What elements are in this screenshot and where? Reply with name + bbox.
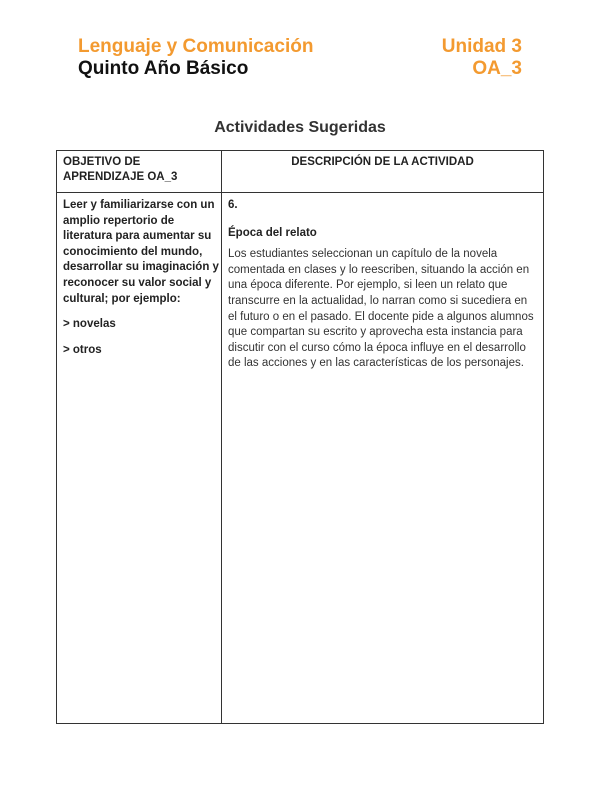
- document-header-left: [78, 36, 313, 80]
- document-header-right: [442, 36, 522, 80]
- activity-table: [56, 150, 544, 724]
- activity-number: 6.: [228, 199, 238, 211]
- oa-label: OA_3: [472, 58, 522, 79]
- grade-level: Quinto Año Básico: [78, 58, 249, 79]
- subject-title: Lenguaje y Comunicación: [78, 36, 314, 57]
- column-divider: [221, 151, 222, 723]
- objective-text: Leer y familiarizarse con un amplio repertorio de literatura para aumentar su conocimiento del mundo, desarrollar su imaginación y reconocer su valor social y cultural; por ejemplo:: [63, 199, 219, 305]
- objective-column-header: [63, 155, 213, 185]
- objective-item-otros: > otros: [63, 343, 102, 356]
- activity-description: Los estudiantes seleccionan un capítulo de la novela comentada en clases y lo reescriben, situando la acción en una época diferente. Por ejemplo, si leen un relato que transcurre en la actualidad, lo narran como si sucediera en el futuro o en el pasado. El docente pide a algunos alumnos que compartan su escrito y aprovecha esta instancia para discutir con el curso cómo la época influye en el desarrollo de las acciones y en las características de los personajes.: [228, 248, 534, 370]
- section-title: Actividades Sugeridas: [214, 119, 386, 136]
- unit-label: Unidad 3: [441, 36, 522, 57]
- objective-header-line-1: OBJETIVO DE: [63, 156, 141, 168]
- header-row-divider: [57, 192, 543, 193]
- objective-item-novelas: > novelas: [63, 318, 116, 331]
- objective-header-line-2: APRENDIZAJE OA_3: [63, 171, 178, 183]
- description-column-header: DESCRIPCIÓN DE LA ACTIVIDAD: [291, 156, 474, 168]
- activity-cell: [228, 198, 538, 372]
- activity-title: Época del relato: [228, 226, 317, 239]
- objective-cell: [63, 198, 219, 368]
